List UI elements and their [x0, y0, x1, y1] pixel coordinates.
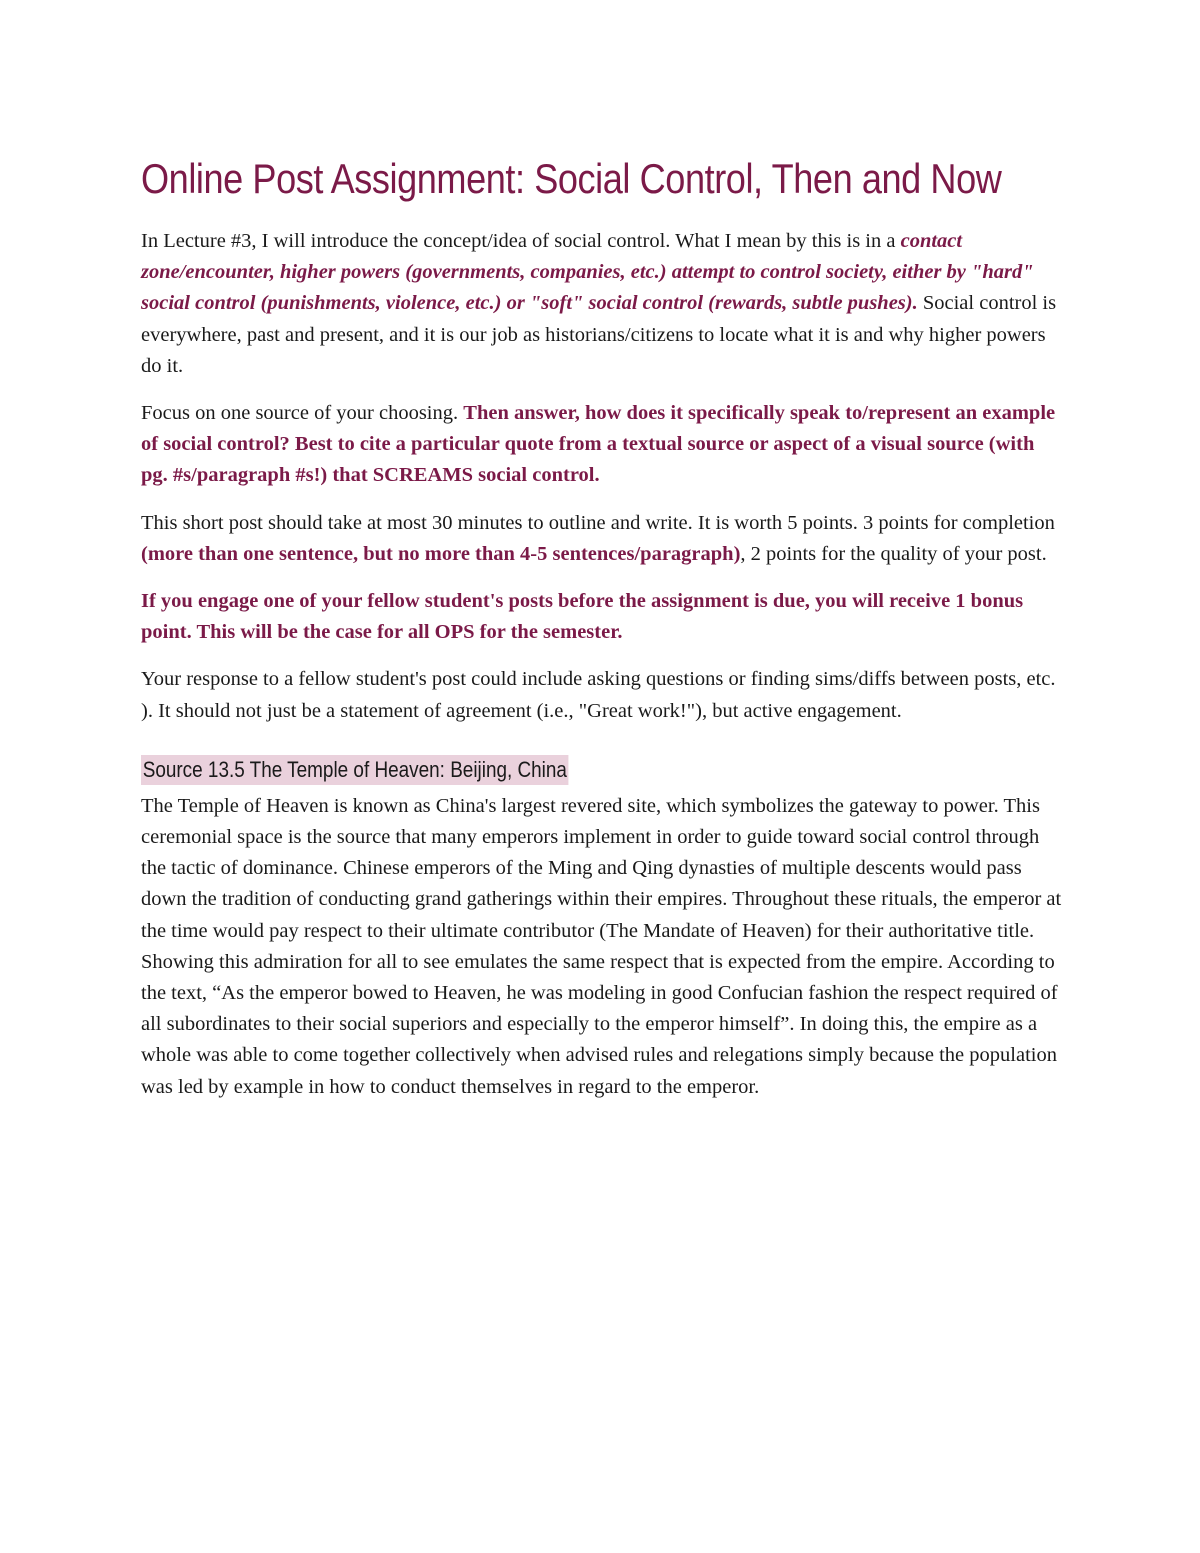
source-heading-row: [141, 755, 1066, 787]
grading-emphasis: (more than one sentence, but no more than 4-5 sentences/paragraph): [141, 542, 741, 565]
grading-text: This short post should take at most 30 minutes to outline and write. It is worth 5 points. 3 points for completion: [141, 511, 1055, 534]
bonus-paragraph: If you engage one of your fellow student's posts before the assignment is due, you will receive 1 bonus point. This will be the case for all OPS for the semester.: [141, 590, 1024, 644]
focus-emphasis: Then answer, how does it specifically speak to/represent an example of social control? Best to cite a particular quote from a textual source or aspect of a visual source (with pg. #s/paragraph #s!) that SCREAMS social control.: [141, 402, 1056, 487]
page-title: Online Post Assignment: Social Control, Then and Now: [141, 155, 1002, 202]
essay-paragraph: The Temple of Heaven is known as China's largest revered site, which symbolizes the gateway to power. This ceremonial space is the source that many emperors implement in order to guide toward social control through the tactic of dominance. Chinese emperors of the Ming and Qing dynasties of multiple descents would pass down the tradition of conducting grand gatherings within their empires. Throughout these rituals, the emperor at the time would pay respect to their ultimate contributor (The Mandate of Heaven) for their authoritative title. Showing this admiration for all to see emulates the same respect that is expected from the empire. According to the text, “As the emperor bowed to Heaven, he was modeling in good Confucian fashion the respect required of all subordinates to their social superiors and especially to the emperor himself”. In doing this, the empire as a whole was able to come together collectively when advised rules and relegations simply because the population was led by example in how to conduct themselves in regard to the emperor.: [141, 794, 1062, 1098]
intro-emphasis: contact zone/encounter, higher powers (governments, companies, etc.) attempt to control society, either by "hard" social control (punishments, violence, etc.) or "soft" social control (rewards, subtle pushes).: [141, 230, 1034, 315]
response-paragraph: Your response to a fellow student's post could include asking questions or finding sims/diffs between posts, etc. ). It should not just be a statement of agreement (i.e., "Great work!"), but active engagement.: [141, 668, 1056, 722]
source-heading: Source 13.5 The Temple of Heaven: Beijing, China: [141, 755, 569, 785]
focus-text: Focus on one source of your choosing.: [141, 402, 464, 425]
grading-text-end: , 2 points for the quality of your post.: [740, 542, 1047, 565]
grading-paragraph: [141, 508, 1066, 570]
intro-paragraph: [141, 226, 1066, 382]
focus-paragraph: [141, 398, 1066, 492]
intro-text-end: Social control is everywhere, past and present, and it is our job as historians/citizens to locate what it is and why higher powers do it.: [141, 292, 1057, 377]
document-body: [141, 150, 1066, 1103]
intro-text: In Lecture #3, I will introduce the concept/idea of social control. What I mean by this is in a: [141, 230, 901, 252]
